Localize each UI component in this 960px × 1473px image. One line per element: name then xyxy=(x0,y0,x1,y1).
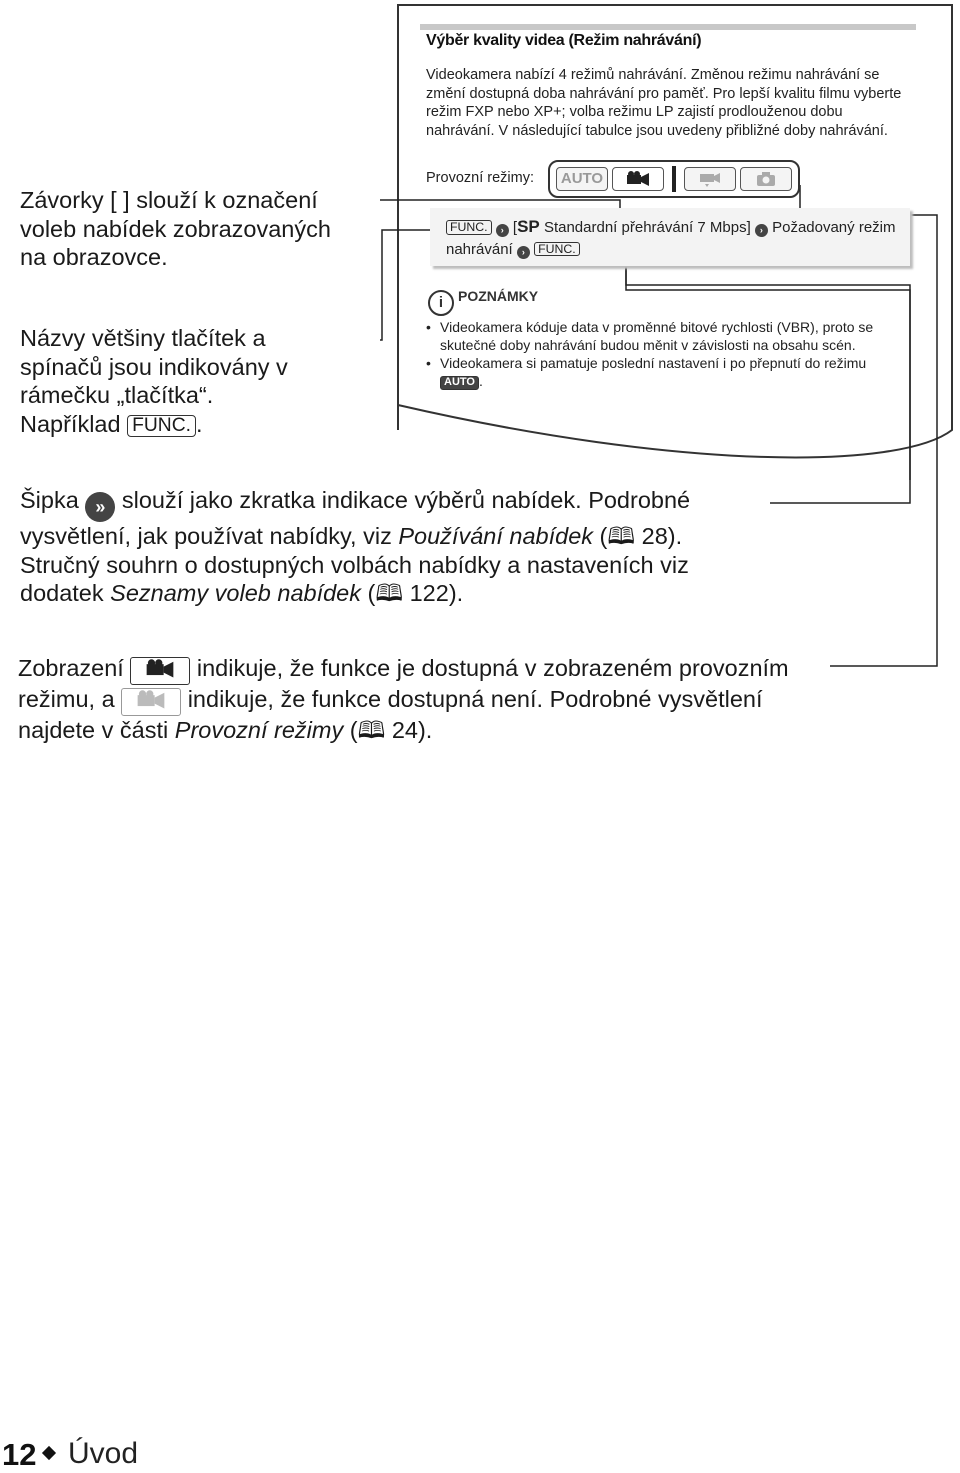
page-ref[interactable]: 122 xyxy=(409,580,449,606)
camcorder-icon xyxy=(612,167,664,191)
page-ref[interactable]: 28 xyxy=(641,523,668,549)
arrow-paragraph: Šipka » slouží jako zkratka indikace výběrů nabídek. Podrobné vysvětlení, jak používat nabídky, viz Používání nabídek (🕮 28). Stručný souhrn o dostupných volbách nabídky a nastaveních viz dodatek Seznamy voleb nabídek (🕮 122). xyxy=(20,487,691,606)
auto-key: AUTO xyxy=(440,376,479,390)
mode-auto: AUTO xyxy=(556,167,608,191)
camcorder-disabled-icon xyxy=(121,688,181,716)
page-number: 12 xyxy=(2,1437,37,1472)
ref-menus[interactable]: Používání nabídek xyxy=(398,523,594,549)
card-title: Výběr kvality videa (Režim nahrávání) xyxy=(426,32,702,49)
procedure-setting: Standardní přehrávání 7 Mbps] xyxy=(543,219,751,236)
book-icon: 🕮 xyxy=(357,717,386,743)
page-ref[interactable]: 24 xyxy=(391,717,418,743)
diamond-icon xyxy=(42,1446,56,1460)
procedure-text xyxy=(446,216,906,260)
mode-divider xyxy=(672,166,676,192)
arrow-icon: › xyxy=(517,246,530,259)
camcorder-icon xyxy=(130,657,190,685)
camera-icon xyxy=(740,167,792,191)
annotation-brackets: Závorky [ ] slouží k označení voleb nabídek zobrazovaných na obrazovce. xyxy=(20,187,331,270)
book-icon: 🕮 xyxy=(607,523,636,549)
procedure-desired: Požadovaný režim nahrávání xyxy=(446,219,896,258)
card-title-bar xyxy=(420,24,916,30)
bracket-open: [ xyxy=(512,219,518,236)
func-key-end: FUNC. xyxy=(534,242,580,257)
ref-menu-lists[interactable]: Seznamy voleb nabídek xyxy=(110,580,361,606)
ref-modes[interactable]: Provozní režimy xyxy=(174,717,344,743)
info-icon: i xyxy=(428,290,454,316)
note-item: • Videokamera si pamatuje poslední nastavení i po přepnutí do režimu AUTO . xyxy=(426,354,911,390)
section-title: Úvod xyxy=(68,1437,139,1470)
playback-icon xyxy=(684,167,736,191)
notes-list xyxy=(426,318,911,390)
func-key-example: FUNC. xyxy=(127,415,196,437)
modes-label: Provozní režimy: xyxy=(426,170,534,186)
note-item: • Videokamera kóduje data v proměnné bitové rychlosti (VBR), proto se skutečné doby nahrávání budou měnit v závislosti na obsahu scén. xyxy=(426,318,911,354)
sp-label: SP xyxy=(517,217,540,236)
func-key: FUNC. xyxy=(446,220,492,235)
notes-heading: i POZNÁMKY xyxy=(428,288,538,316)
card-paragraph: Videokamera nabízí 4 režimů nahrávání. Změnou režimu nahrávání se změní dostupná doba nahrávání pro paměť. Pro lepší kvalitu filmu vyberte režim FXP nebo XP+; volba režimu LP zajistí prodlouženou dobu nahrávání. V následující tabulce jsou uvedeny přibližné doby nahrávání. xyxy=(426,67,902,139)
arrow-icon: › xyxy=(755,224,768,237)
annotation-buttons: Názvy většiny tlačítek a spínačů jsou indikovány v rámečku „tlačítka“. Například FUNC. . xyxy=(20,325,288,437)
mode-paragraph: Zobrazení indikuje, že funkce je dostupná v zobrazeném provozním režimu, a indikuje, že funkce dostupná není. Podrobné vysvětlení najdete v části Provozní režimy (🕮 24). xyxy=(18,655,789,743)
arrow-icon: › xyxy=(496,224,509,237)
arrow-icon: » xyxy=(85,492,115,522)
book-icon: 🕮 xyxy=(375,580,404,606)
